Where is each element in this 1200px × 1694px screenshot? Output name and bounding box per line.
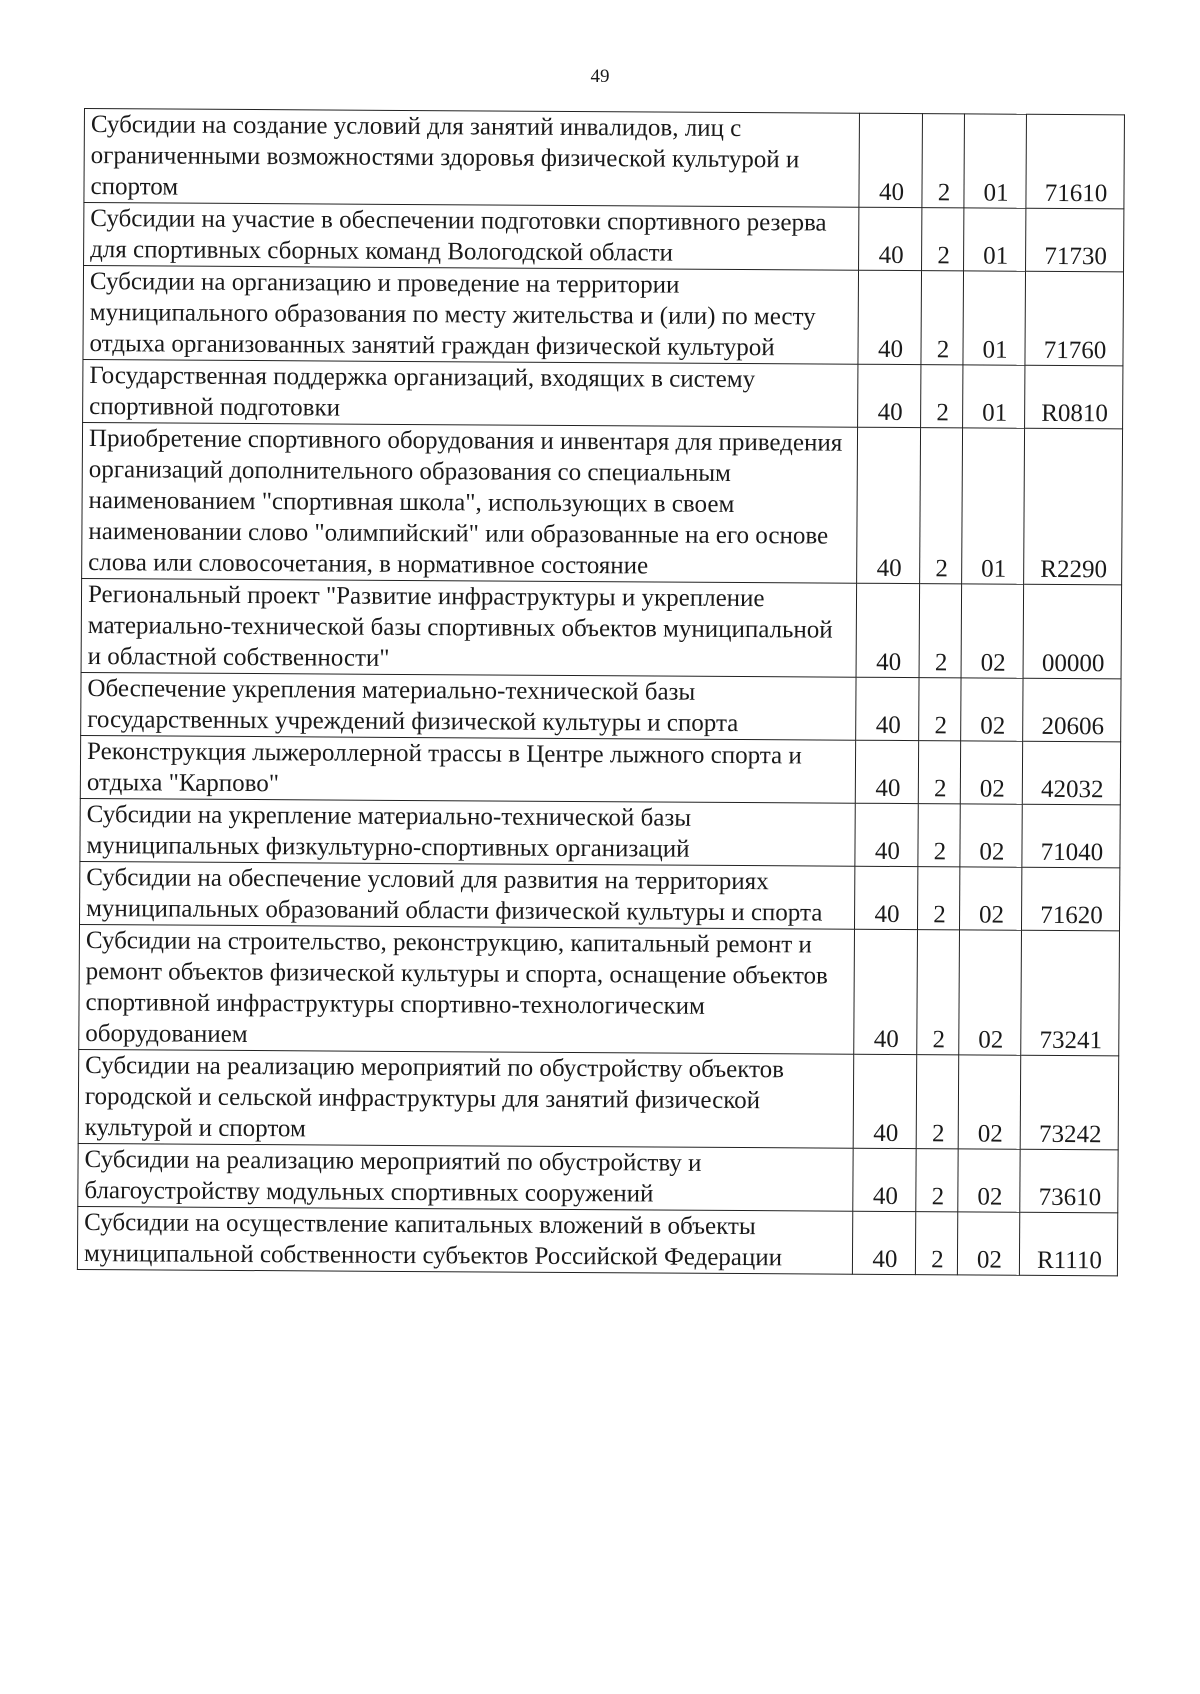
row-code-1: 40 (859, 113, 923, 207)
row-code-3: 01 (962, 428, 1025, 584)
row-code-2: 2 (921, 271, 964, 365)
row-name: Субсидии на организацию и проведение на территории муниципального образования по месту жительства и (или) по месту отдыха организованных занятий граждан физической культурой (83, 266, 859, 365)
row-code-1: 40 (853, 1054, 917, 1148)
table-row (78, 1143, 1118, 1212)
row-code-4: R0810 (1025, 365, 1123, 429)
row-code-2: 2 (916, 1055, 959, 1149)
row-code-3: 01 (963, 271, 1026, 365)
row-code-2: 2 (917, 867, 959, 930)
row-code-3: 02 (961, 584, 1024, 678)
row-code-3: 02 (960, 741, 1022, 804)
row-code-4: 71620 (1021, 867, 1119, 931)
row-code-2: 2 (920, 428, 963, 584)
row-code-2: 2 (917, 930, 960, 1055)
row-code-2: 2 (922, 114, 965, 208)
row-code-2: 2 (919, 678, 961, 741)
row-name: Субсидии на создание условий для занятий инвалидов, лиц с ограниченными возможностями здоровья физической культурой и спортом (84, 109, 860, 208)
row-code-4: 71610 (1026, 114, 1125, 209)
row-code-3: 02 (959, 867, 1021, 930)
row-name: Обеспечение укрепления материально-технической базы государственных учреждений физической культуры и спорта (81, 672, 856, 740)
row-name: Государственная поддержка организаций, входящих в систему спортивной подготовки (83, 359, 858, 427)
row-code-3: 01 (964, 208, 1026, 271)
row-name: Субсидии на реализацию мероприятий по обустройству объектов городской и сельской инфраструктуры для занятий физической культурой и спортом (78, 1049, 854, 1148)
table-row (78, 1049, 1119, 1149)
table-row (80, 798, 1120, 867)
row-code-2: 2 (919, 584, 962, 678)
row-name: Реконструкция лыжероллерной трассы в Центре лыжного спорта и отдыха "Карпово" (80, 735, 855, 803)
table-row (80, 861, 1120, 930)
table-row (84, 109, 1125, 209)
row-code-3: 01 (964, 114, 1027, 208)
table-body (77, 109, 1124, 1276)
row-code-4: R1110 (1019, 1212, 1117, 1276)
row-name: Субсидии на укрепление материально-технической базы муниципальных физкультурно-спортивных организаций (80, 798, 855, 866)
row-code-4: 42032 (1022, 741, 1120, 805)
row-code-1: 40 (858, 364, 921, 427)
row-name: Субсидии на осуществление капитальных вложений в объекты муниципальной собственности субъектов Российской Федерации (77, 1206, 852, 1274)
row-code-3: 02 (958, 1149, 1020, 1212)
row-code-4: 73242 (1020, 1055, 1119, 1150)
row-name: Субсидии на строительство, реконструкцию, капитальный ремонт и ремонт объектов физической культуры и спорта, оснащение объектов спортивной инфраструктуры спортивно-технологическим оборудованием (79, 924, 855, 1054)
row-code-1: 40 (856, 677, 919, 740)
row-name: Субсидии на реализацию мероприятий по обустройству и благоустройству модульных спортивных сооружений (78, 1143, 853, 1211)
row-code-1: 40 (855, 803, 918, 866)
row-code-2: 2 (918, 804, 960, 867)
row-code-4: R2290 (1024, 428, 1123, 585)
row-code-2: 2 (921, 365, 963, 428)
row-name: Региональный проект "Развитие инфраструктуры и укрепление материально-технической базы спортивных объектов муниципальной и областной собственности" (81, 578, 857, 677)
row-name: Субсидии на обеспечение условий для развития на территориях муниципальных образований области физической культуры и спорта (80, 861, 855, 929)
row-code-3: 02 (960, 804, 1022, 867)
row-code-3: 01 (963, 365, 1025, 428)
row-code-4: 71760 (1025, 271, 1124, 366)
row-name: Приобретение спортивного оборудования и инвентаря для приведения организаций дополнительного образования со специальным наименованием "спортивная школа", использующих в своем наименовании слово "олимпийский" или образованные на его основе слова или словосочетания, в нормативное состояние (82, 422, 858, 583)
row-code-1: 40 (856, 583, 920, 677)
row-code-1: 40 (857, 427, 921, 583)
row-code-1: 40 (859, 207, 922, 270)
row-code-4: 71730 (1026, 208, 1124, 272)
row-code-4: 00000 (1023, 584, 1122, 679)
row-code-2: 2 (915, 1212, 957, 1275)
row-code-4: 73241 (1021, 930, 1120, 1056)
row-name: Субсидии на участие в обеспечении подготовки спортивного резерва для спортивных сборных команд Вологодской области (84, 203, 859, 271)
row-code-4: 71040 (1022, 804, 1120, 868)
row-code-1: 40 (855, 740, 918, 803)
table-row (81, 578, 1122, 678)
table-row (79, 924, 1120, 1055)
table-row (83, 266, 1124, 366)
row-code-3: 02 (961, 678, 1023, 741)
row-code-1: 40 (854, 866, 917, 929)
row-code-3: 02 (957, 1212, 1019, 1275)
row-code-1: 40 (854, 929, 918, 1054)
table-row (84, 203, 1124, 272)
row-code-1: 40 (852, 1211, 915, 1274)
row-code-4: 73610 (1020, 1149, 1118, 1213)
table-row (81, 672, 1121, 741)
row-code-2: 2 (918, 741, 960, 804)
row-code-3: 02 (959, 930, 1022, 1055)
table-row (82, 422, 1123, 584)
row-code-2: 2 (916, 1149, 958, 1212)
table-row (83, 359, 1123, 428)
table-row (80, 735, 1120, 804)
row-code-1: 40 (853, 1148, 916, 1211)
row-code-1: 40 (858, 270, 922, 364)
page-number: 49 (590, 66, 610, 87)
row-code-3: 02 (958, 1055, 1021, 1149)
row-code-2: 2 (922, 208, 964, 271)
table-row (77, 1206, 1117, 1275)
budget-table (77, 108, 1125, 1276)
row-code-4: 20606 (1023, 678, 1121, 742)
